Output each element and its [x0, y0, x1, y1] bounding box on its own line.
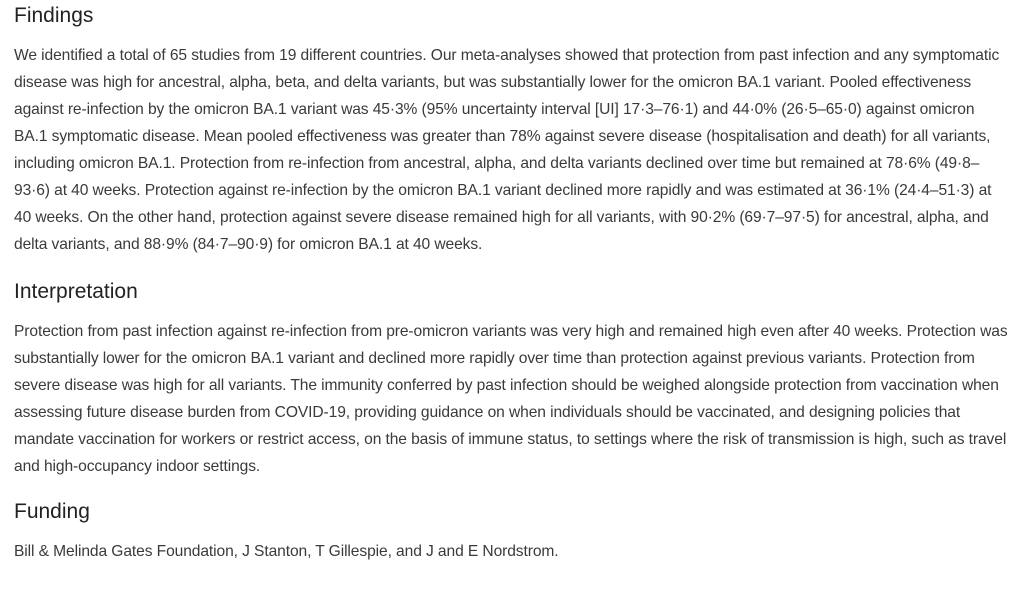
interpretation-section [14, 279, 1010, 480]
funding-text: Bill & Melinda Gates Foundation, J Stanton, T Gillespie, and J and E Nordstrom. [14, 543, 559, 560]
funding-section [14, 499, 1010, 565]
findings-heading: Findings [14, 4, 94, 27]
findings-text: We identified a total of 65 studies from 19 different countries. Our meta-analyses showed that protection from past infection and any symptomatic disease was high for ancestral, alpha, beta, and delta variants, but was substantially lower for the omicron BA.1 variant. Pooled effectiveness against re-infection by the omicron BA.1 variant was 45·3% (95% uncertainty interval [UI] 17·3–76·1) and 44·0% (26·5–65·0) against omicron BA.1 symptomatic disease. Mean pooled effectiveness was greater than 78% against severe disease (hospitalisation and death) for all variants, including omicron BA.1. Protection from re-infection from ancestral, alpha, and delta variants declined over time but remained at 78·6% (49·8–93·6) at 40 weeks. Protection against re-infection by the omicron BA.1 variant declined more rapidly and was estimated at 36·1% (24·4–51·3) at 40 weeks. On the other hand, protection against severe disease remained high for all variants, with 90·2% (69·7–97·5) for ancestral, alpha, and delta variants, and 88·9% (84·7–90·9) for omicron BA.1 at 40 weeks. [14, 47, 1000, 253]
interpretation-text: Protection from past infection against re-infection from pre-omicron variants was very high and remained high even after 40 weeks. Protection was substantially lower for the omicron BA.1 variant and declined more rapidly over time than protection against previous variants. Protection from severe disease was high for all variants. The immunity conferred by past infection should be weighed alongside protection from vaccination when assessing future disease burden from COVID-19, providing guidance on when individuals should be vaccinated, and designing policies that mandate vaccination for workers or restrict access, on the basis of immune status, to settings where the risk of transmission is high, such as travel and high-occupancy indoor settings. [14, 323, 1008, 475]
findings-section [14, 0, 1010, 258]
interpretation-heading: Interpretation [14, 280, 138, 303]
funding-heading: Funding [14, 500, 90, 523]
